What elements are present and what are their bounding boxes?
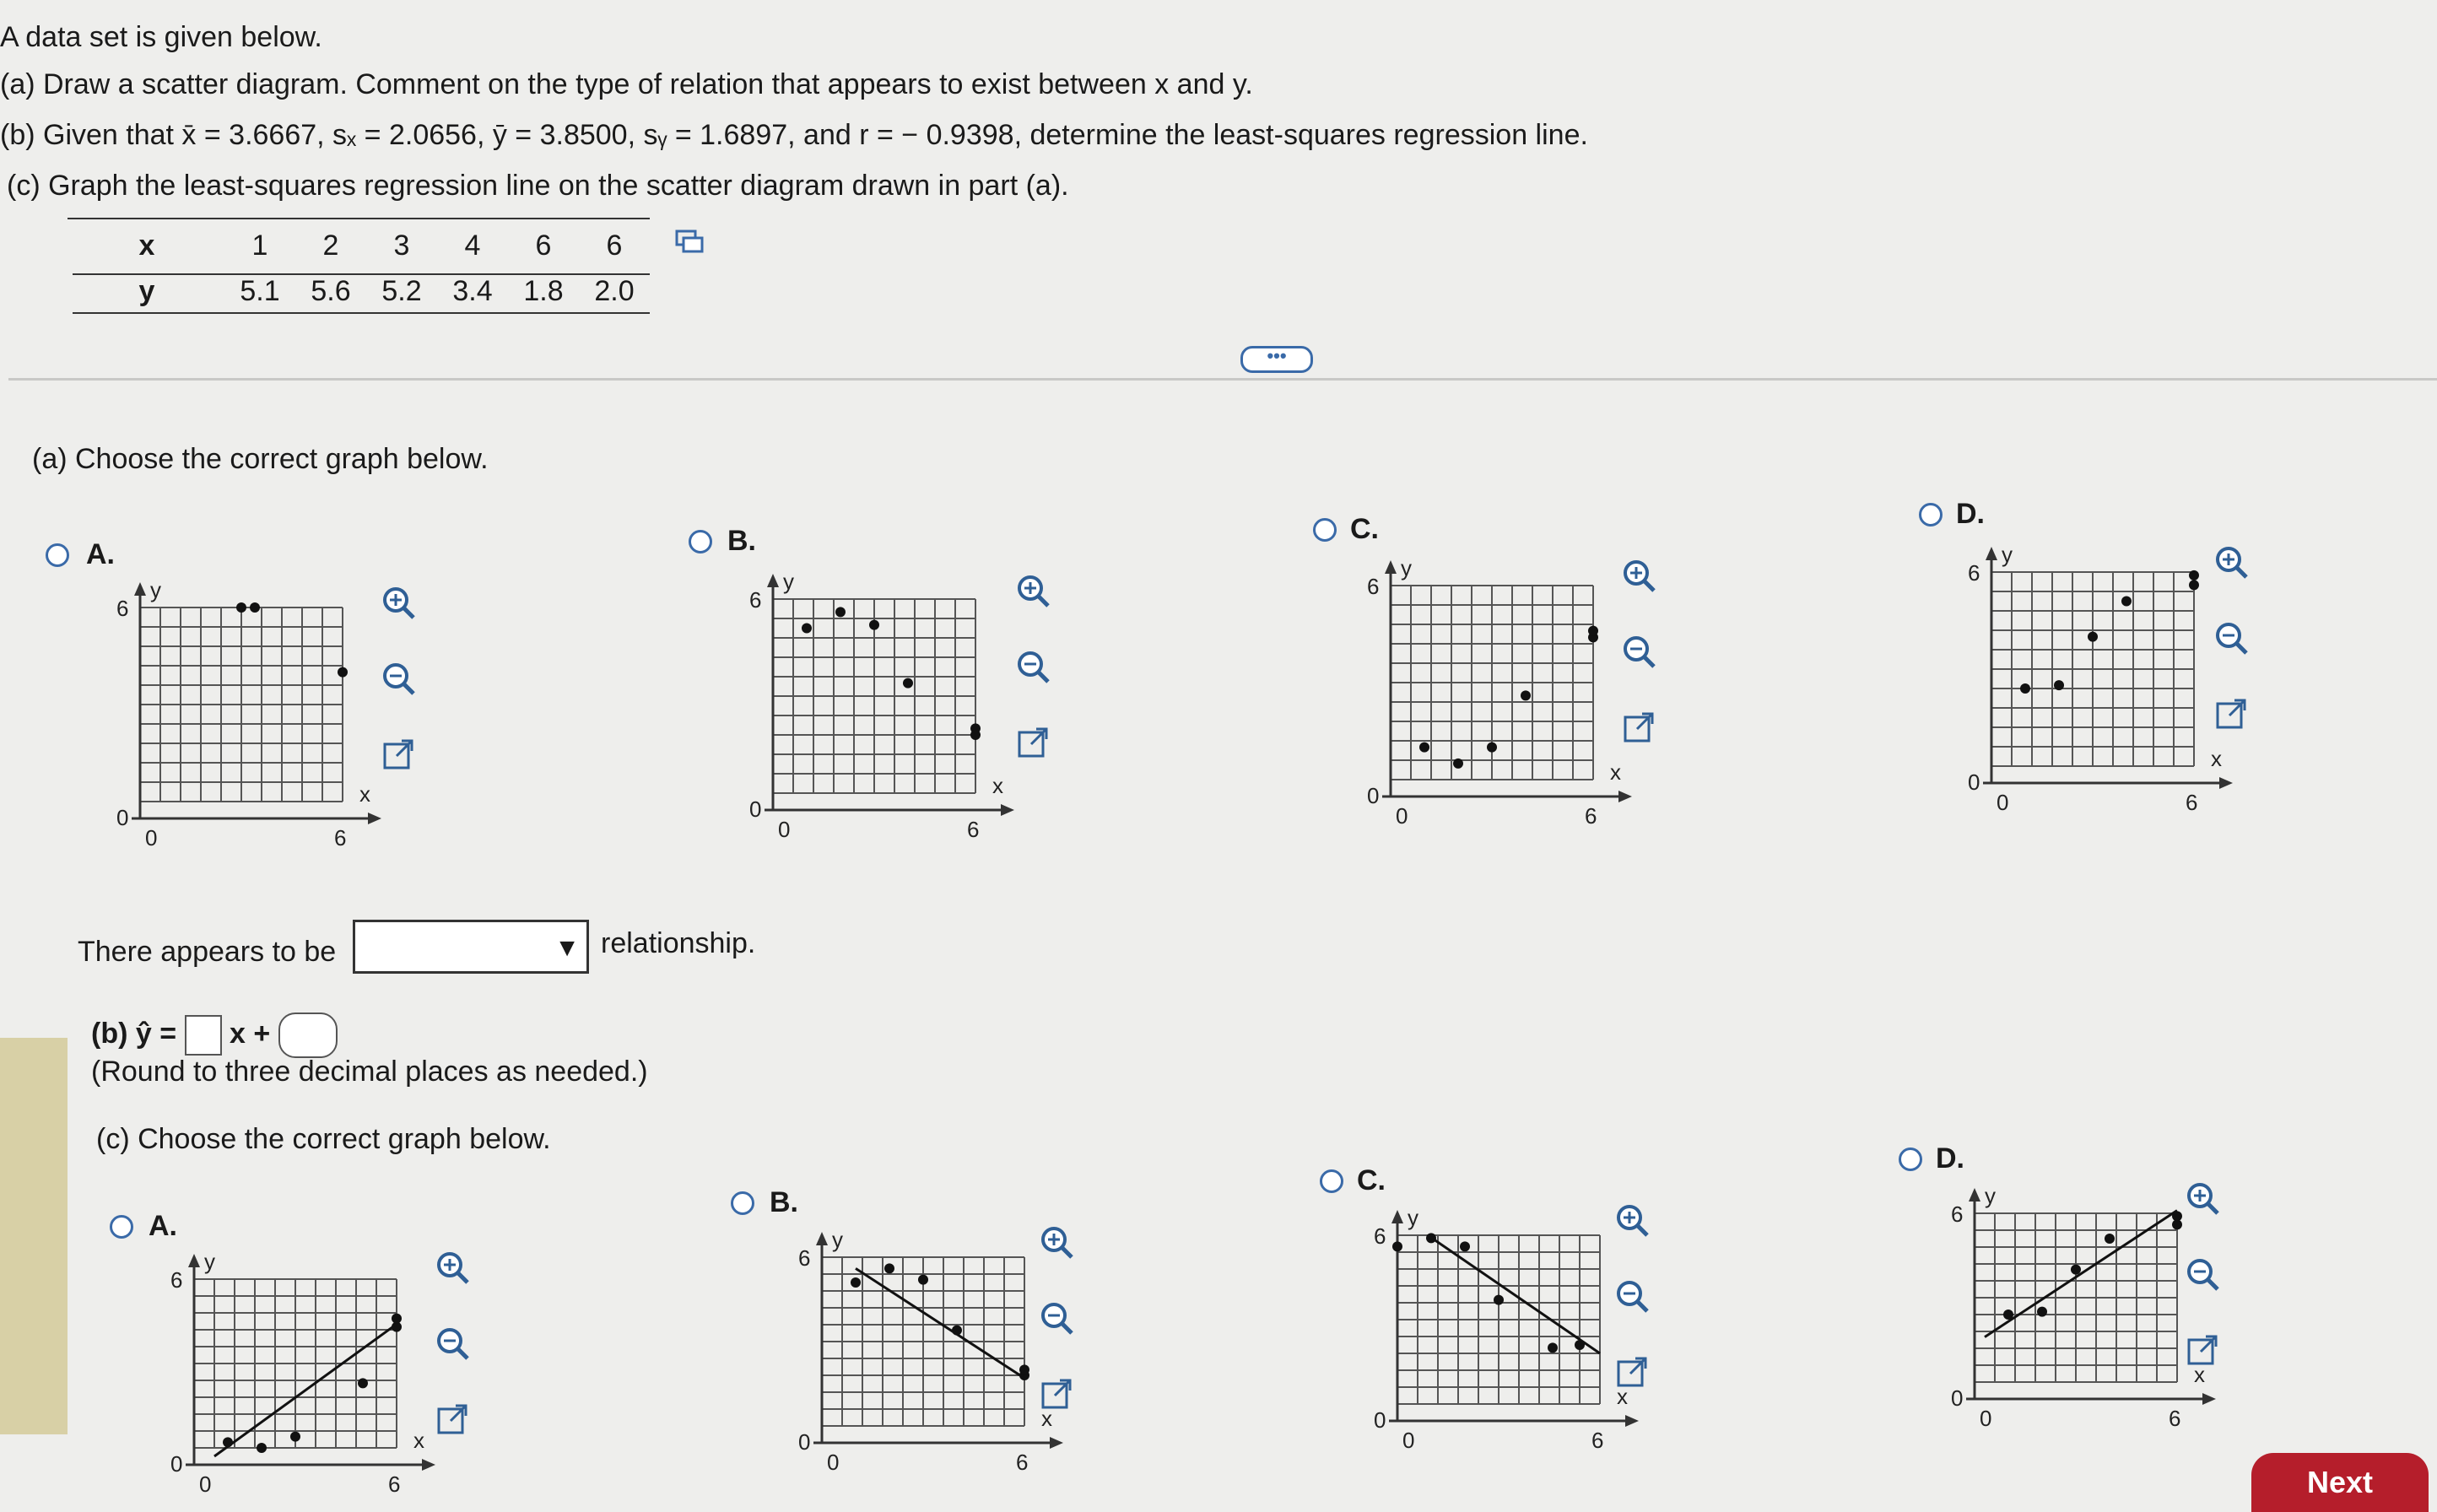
- x-tick-label: 0: [827, 1450, 840, 1475]
- zoom-in-icon[interactable]: [1013, 570, 1055, 613]
- scatter-graph-c: [1332, 560, 1644, 847]
- graph-grid: [1991, 572, 2194, 766]
- radio-button[interactable]: [1320, 1169, 1343, 1193]
- zoom-in-icon[interactable]: [1036, 1222, 1078, 1264]
- next-button[interactable]: Next: [2251, 1453, 2429, 1512]
- table-x-cell: 4: [464, 230, 481, 262]
- graph-grid: [1397, 1235, 1600, 1404]
- popout-icon[interactable]: [378, 734, 420, 776]
- option-label: A.: [149, 1210, 177, 1242]
- popout-icon[interactable]: [1618, 707, 1661, 749]
- radio-button[interactable]: [110, 1215, 133, 1239]
- part-b-equation: [91, 1012, 338, 1058]
- y-tick-label: 0: [1951, 1385, 1964, 1411]
- scatter-point: [1487, 742, 1497, 753]
- table-y-cell: 5.6: [311, 275, 351, 307]
- zoom-out-icon[interactable]: [2182, 1254, 2224, 1296]
- x-axis-label: x: [1041, 1406, 1052, 1431]
- scatter-point: [1453, 759, 1463, 769]
- scatter-point: [802, 624, 812, 634]
- regression-graph-d: [1916, 1188, 2228, 1441]
- y-axis-label: y: [2002, 547, 2013, 567]
- scatter-point: [2189, 570, 2199, 580]
- scatter-point: [2088, 632, 2098, 642]
- scatter-point: [903, 678, 913, 688]
- section-divider: [8, 378, 2437, 381]
- scatter-point: [2020, 683, 2030, 694]
- y-tick-label: 0: [749, 796, 762, 822]
- scatter-point: [970, 723, 981, 733]
- y-tick-label: 0: [116, 805, 129, 830]
- x-tick-label: 0: [778, 817, 791, 842]
- zoom-out-icon[interactable]: [432, 1323, 474, 1365]
- table-y-cell: 3.4: [452, 275, 493, 307]
- y-axis-label: y: [783, 574, 794, 594]
- radio-button[interactable]: [689, 530, 712, 554]
- zoom-in-icon[interactable]: [2182, 1178, 2224, 1220]
- zoom-out-icon[interactable]: [1618, 631, 1661, 673]
- y-tick-label: 6: [1367, 574, 1380, 599]
- scatter-graph-a: [81, 582, 393, 869]
- scatter-point: [236, 602, 246, 613]
- radio-button[interactable]: [1899, 1148, 1922, 1171]
- x-tick-label: 0: [199, 1472, 212, 1497]
- question-part-c: (c) Graph the least-squares regression line on the scatter diagram drawn in part (a).: [7, 170, 1069, 202]
- scatter-graph-d: [1932, 547, 2245, 834]
- scatter-point: [2037, 1307, 2047, 1317]
- scatter-point: [1588, 626, 1598, 636]
- relationship-suffix: relationship.: [601, 927, 756, 959]
- zoom-out-icon[interactable]: [378, 658, 420, 700]
- scatter-point: [250, 602, 260, 613]
- zoom-out-icon[interactable]: [1013, 646, 1055, 688]
- y-tick-label: 0: [170, 1451, 183, 1477]
- scatter-point: [869, 620, 879, 630]
- scatter-point: [918, 1275, 928, 1285]
- scatter-point: [1460, 1241, 1470, 1251]
- y-tick-label: 6: [170, 1267, 183, 1293]
- x-axis-label: x: [1617, 1384, 1628, 1409]
- graph-grid: [194, 1279, 397, 1448]
- x-tick-label: 0: [1980, 1406, 1992, 1431]
- part-c-prompt: (c) Choose the correct graph below.: [96, 1123, 551, 1155]
- x-tick-label: 6: [334, 825, 347, 850]
- x-axis-label: x: [992, 773, 1003, 798]
- y-tick-label: 6: [116, 596, 129, 621]
- left-highlight-bar: [0, 1038, 68, 1434]
- part-b-prefix: (b) ŷ =: [91, 1017, 177, 1050]
- part-a-prompt: (a) Choose the correct graph below.: [32, 443, 489, 475]
- x-tick-label: 6: [1016, 1450, 1029, 1475]
- popout-icon[interactable]: [1612, 1352, 1654, 1394]
- y-tick-label: 6: [749, 587, 762, 613]
- graph-grid: [1975, 1213, 2177, 1382]
- copy-table-icon[interactable]: [675, 230, 704, 255]
- y-tick-label: 6: [1968, 560, 1980, 586]
- radio-button[interactable]: [731, 1191, 754, 1215]
- table-x-cell: 1: [251, 230, 268, 262]
- option-label: B.: [727, 525, 756, 557]
- table-y-cell: 1.8: [523, 275, 564, 307]
- x-tick-label: 6: [388, 1472, 401, 1497]
- y-axis-label: y: [1985, 1188, 1996, 1208]
- y-axis-label: y: [204, 1254, 215, 1274]
- chevron-down-icon: ▼: [554, 934, 580, 962]
- question-part-b: (b) Given that x̄ = 3.6667, sₓ = 2.0656, ȳ = 3.8500, sᵧ = 1.6897, and r = − 0.9398, determine the least-squares regression line.: [0, 119, 1588, 151]
- scatter-point: [257, 1443, 267, 1453]
- y-axis-label: y: [832, 1232, 843, 1252]
- option-label: C.: [1357, 1164, 1386, 1196]
- scatter-point: [290, 1432, 300, 1442]
- scatter-point: [1494, 1295, 1504, 1305]
- table-y-cell: 2.0: [594, 275, 635, 307]
- radio-button[interactable]: [46, 543, 69, 567]
- scatter-point: [1419, 742, 1429, 753]
- y-axis-label: y: [150, 582, 161, 602]
- table-y-cell: 5.2: [381, 275, 422, 307]
- relationship-prefix: There appears to be: [78, 936, 337, 968]
- zoom-out-icon[interactable]: [1036, 1298, 1078, 1340]
- graph-grid: [140, 608, 343, 802]
- scatter-point: [2054, 680, 2064, 690]
- scatter-point: [358, 1378, 368, 1388]
- scatter-point: [1392, 1241, 1402, 1251]
- zoom-out-icon[interactable]: [1612, 1276, 1654, 1318]
- y-tick-label: 0: [798, 1429, 811, 1455]
- table-x-cell: 6: [535, 230, 552, 262]
- scatter-point: [392, 1314, 402, 1324]
- x-tick-label: 6: [2186, 790, 2198, 815]
- radio-button[interactable]: [1313, 518, 1337, 542]
- x-axis-label: x: [413, 1428, 424, 1453]
- question-part-a: (a) Draw a scatter diagram. Comment on the type of relation that appears to exist between x and y.: [0, 68, 1253, 100]
- scatter-point: [1521, 690, 1531, 700]
- x-axis-label: x: [1610, 759, 1621, 785]
- table-y-cell: 5.1: [240, 275, 280, 307]
- x-tick-label: 0: [145, 825, 158, 850]
- scatter-point: [835, 607, 846, 617]
- popout-icon[interactable]: [2211, 694, 2253, 736]
- x-axis-label: x: [359, 781, 370, 807]
- y-tick-label: 0: [1374, 1407, 1386, 1433]
- option-label: D.: [1956, 498, 1985, 530]
- question-intro: A data set is given below.: [0, 21, 322, 53]
- scatter-point: [1019, 1364, 1029, 1374]
- y-tick-label: 0: [1968, 770, 1980, 795]
- table-x-cell: 6: [606, 230, 623, 262]
- radio-button[interactable]: [1919, 503, 1943, 526]
- scatter-point: [851, 1277, 861, 1288]
- x-tick-label: 6: [1591, 1428, 1604, 1453]
- popout-icon[interactable]: [1013, 722, 1055, 764]
- zoom-out-icon[interactable]: [2211, 618, 2253, 660]
- x-tick-label: 6: [2169, 1406, 2181, 1431]
- table-x-cell: 2: [322, 230, 339, 262]
- x-tick-label: 0: [1402, 1428, 1415, 1453]
- option-label: B.: [770, 1186, 798, 1218]
- x-tick-label: 0: [1396, 803, 1408, 829]
- zoom-in-icon[interactable]: [1612, 1200, 1654, 1242]
- y-axis-label: y: [1408, 1210, 1418, 1230]
- scatter-point: [2105, 1234, 2115, 1244]
- table-y-header: y: [138, 275, 155, 307]
- part-b-middle: x +: [229, 1017, 271, 1050]
- regression-graph-a: [135, 1254, 447, 1507]
- rounding-note: (Round to three decimal places as needed.): [91, 1056, 648, 1088]
- scatter-point: [2189, 580, 2199, 590]
- y-tick-label: 6: [1374, 1223, 1386, 1249]
- zoom-in-icon[interactable]: [432, 1247, 474, 1289]
- zoom-in-icon[interactable]: [1618, 555, 1661, 597]
- relationship-dropdown[interactable]: [353, 920, 589, 974]
- zoom-in-icon[interactable]: [2211, 542, 2253, 584]
- option-label: D.: [1936, 1142, 1964, 1174]
- scatter-point: [884, 1263, 894, 1273]
- option-label: C.: [1350, 513, 1379, 545]
- y-axis-label: y: [1401, 560, 1412, 580]
- option-label: A.: [86, 538, 115, 570]
- y-tick-label: 6: [798, 1245, 811, 1271]
- regression-graph-c: [1338, 1210, 1651, 1463]
- scatter-point: [338, 667, 348, 678]
- slope-input[interactable]: [185, 1015, 222, 1056]
- popout-icon[interactable]: [1036, 1374, 1078, 1416]
- regression-line: [214, 1324, 397, 1456]
- scatter-graph-b: [714, 574, 1026, 861]
- regression-line: [856, 1268, 1024, 1378]
- table-x-cell: 3: [393, 230, 410, 262]
- y-tick-label: 0: [1367, 783, 1380, 808]
- zoom-in-icon[interactable]: [378, 582, 420, 624]
- intercept-input[interactable]: [278, 1012, 338, 1058]
- scatter-point: [1548, 1342, 1558, 1353]
- scatter-point: [2121, 597, 2132, 607]
- x-tick-label: 6: [1585, 803, 1597, 829]
- y-tick-label: 6: [1951, 1202, 1964, 1227]
- x-axis-label: x: [2194, 1362, 2205, 1387]
- popout-icon[interactable]: [2182, 1330, 2224, 1372]
- scatter-point: [2071, 1265, 2081, 1275]
- table-x-header: x: [138, 230, 155, 262]
- x-axis-label: x: [2211, 746, 2222, 771]
- more-button[interactable]: •••: [1240, 346, 1313, 373]
- regression-graph-b: [763, 1232, 1075, 1485]
- x-tick-label: 0: [1997, 790, 2009, 815]
- x-tick-label: 6: [967, 817, 980, 842]
- popout-icon[interactable]: [432, 1399, 474, 1441]
